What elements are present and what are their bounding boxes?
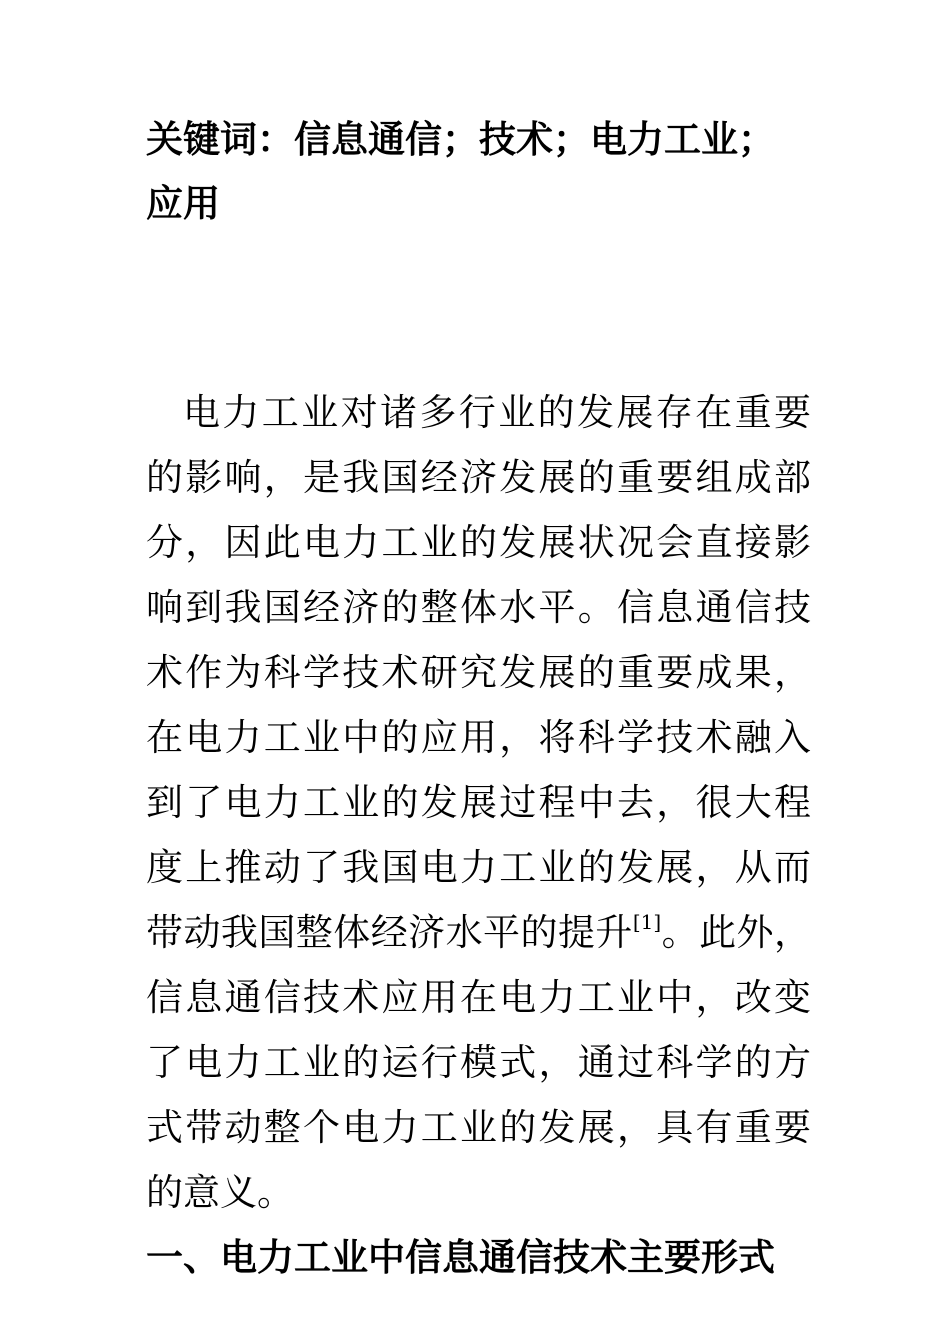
document-body xyxy=(146,108,811,1290)
paragraph-text: 电力工业对诸多行业的发展存在重要的影响，是我国经济发展的重要组成部分，因此电力工业的发展状况会直接影响到我国经济的整体水平。信息通信技术作为科学技术研究发展的重要成果，在电力工业中的应用，将科学技术融入到了电力工业的发展过程中去，很大程度上推动了我国电力工业的发展，从而带动我国整体经济水平的提升 xyxy=(146,391,811,954)
section-heading: 一、电力工业中信息通信技术主要形式 xyxy=(146,1236,775,1279)
paragraph-text-continued: 。此外，信息通信技术应用在电力工业中，改变了电力工业的运行模式，通过科学的方式带动整个电力工业的发展，具有重要的意义。 xyxy=(146,911,812,1214)
citation-marker: [1] xyxy=(632,910,662,934)
body-paragraph xyxy=(146,380,811,1225)
keywords-line: 关键词：信息通信；技术；电力工业；应用 xyxy=(146,118,775,225)
